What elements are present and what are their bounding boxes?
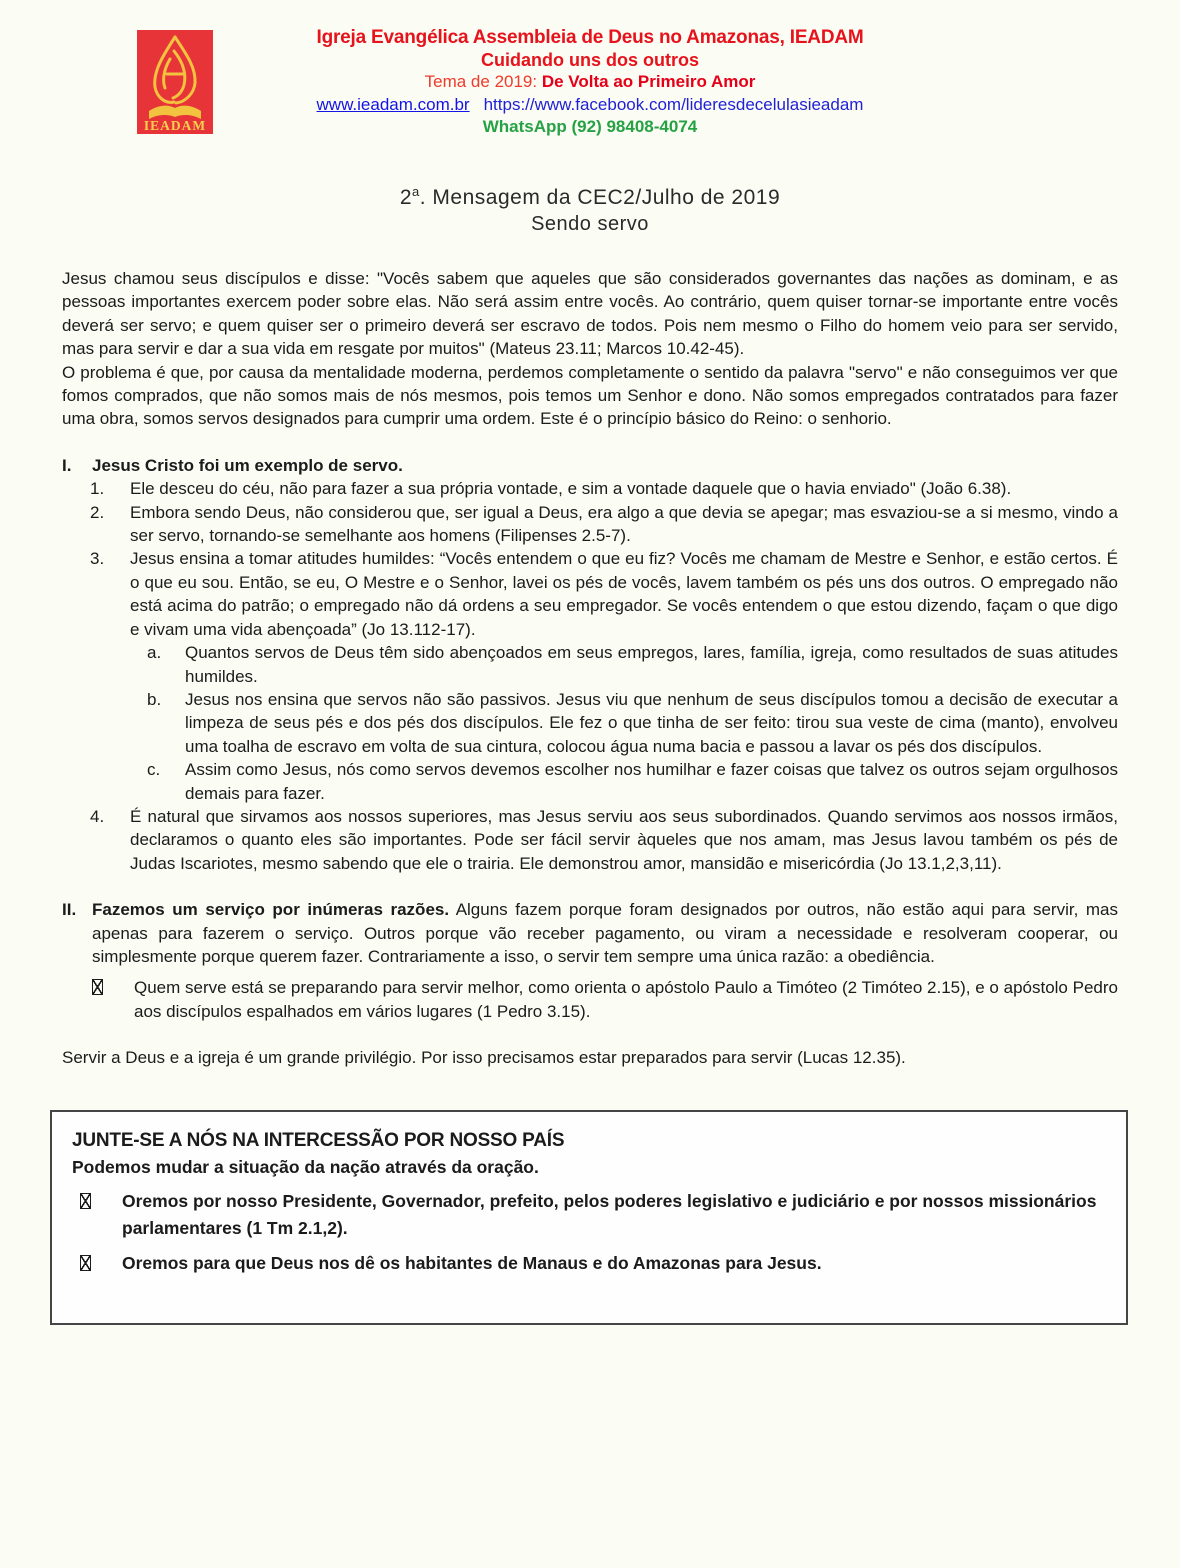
title-line1 [62, 178, 1118, 211]
logo-wordmark: IEADAM [143, 118, 207, 133]
sublist-item-b-letter: b. [147, 689, 162, 709]
intercession-box-title: JUNTE-SE A NÓS NA INTERCESSÃO POR NOSSO PAÍS [72, 1129, 565, 1151]
list-item-3-text: Jesus ensina a tomar atitudes humildes: “Vocês entendem o que eu fiz? Vocês me chamam de Mestre e Senhor, e estão certos. É o que eu sou. Então, se eu, O Mestre e o Senhor, lavei os pés de vocês, lavem também os pés uns dos outros. O empregado não está acima do patrão; o empregado não dá ordens a seu empregador. Se vocês entendem o que estou dizendo, façam o que digo e vivam uma vida abençoada” (Jo 13.112-17). [130, 549, 1118, 639]
title-rest: . Mensagem da CEC2/Julho de 2019 [419, 186, 781, 209]
intercession-box [50, 1110, 1128, 1325]
sublist-item-c-letter: c. [147, 760, 161, 780]
theme-prefix: Tema de 2019: [424, 72, 542, 91]
letterhead [62, 26, 1118, 146]
whatsapp-line: WhatsApp (92) 98408-4074 [482, 117, 698, 136]
section-2-text: Alguns fazem porque foram designados por outros, não estão aqui para servir, mas apenas para fazerem o serviço. Outros porque vão receber pagamento, ou viram a necessidade e resolveram cooperar, ou simplesmente porque querem fazer. Contrariamente a isso, o servir tem sempre uma única razão: a obediência. [92, 900, 1118, 966]
list-item-3-number: 3. [90, 549, 105, 569]
intercession-bullet-1 [60, 1188, 1104, 1242]
sublist-item-b-text: Jesus nos ensina que servos não são passivos. Jesus viu que nenhum de seus discípulos tomou a decisão de executar a limpeza de seus pés e dos pés dos discípulos. Ele fez o que tinha de ser feito: tirou sua veste de cima (manto), envolveu uma toalha de escravo em volta de sua cintura, colocou água numa bacia e passou a lavar os pés dos discípulos. [185, 689, 1118, 756]
title-number: 2 [399, 186, 413, 209]
sublist-item-a-text: Quantos servos de Deus têm sido abençoados em seus empregos, lares, família, igreja, como resultados de suas atitudes humildes. [185, 643, 1118, 686]
document-body [62, 267, 1118, 1325]
list-item-3 [62, 547, 1118, 641]
document-title [62, 178, 1118, 237]
sublist-item-c-text: Assim como Jesus, nós como servos devemos escolher nos humilhar e fazer coisas que talvez os outros sejam orgulhosos demais para fazer. [185, 760, 1118, 803]
list-item-2-number: 2. [90, 502, 105, 522]
section-2-title: Fazemos um serviço por inúmeras razões. [92, 900, 450, 920]
intercession-bullet-2-text: Oremos para que Deus nos dê os habitantes de Manaus e do Amazonas para Jesus. [122, 1252, 822, 1273]
intercession-bullet-2 [60, 1250, 1104, 1277]
theme-line [62, 71, 1118, 93]
checkbox-x-bullet-icon [92, 979, 103, 995]
org-motto: Cuidando uns dos outros [481, 50, 699, 70]
section-1-title: Jesus Cristo foi um exemplo de servo. [92, 455, 403, 475]
intercession-box-subtitle: Podemos mudar a situação da nação através da oração. [72, 1156, 539, 1177]
ieadam-logo-graphic [137, 30, 213, 134]
title-subtitle: Sendo servo [531, 213, 649, 235]
section-2-bullet [62, 976, 1118, 1023]
section-1-heading [62, 454, 1118, 477]
checkbox-x-bullet-icon [80, 1193, 91, 1209]
list-item-1 [62, 477, 1118, 500]
list-item-2 [62, 501, 1118, 548]
closing-paragraph: Servir a Deus e a igreja é um grande privilégio. Por isso precisamos estar preparados para servir (Lucas 12.35). [62, 1048, 906, 1068]
list-item-4 [62, 805, 1118, 875]
intro-paragraph-2: O problema é que, por causa da mentalidade moderna, perdemos completamente o sentido da palavra "servo" e não conseguimos ver que fomos comprados, que não somos mais de nós mesmos, pois temos um Senhor e dono. Não somos empregados contratados para fazer uma obra, somos servos designados para cumprir uma ordem. Este é o princípio básico do Reino: o senhorio. [62, 362, 1118, 429]
sublist-item-a [62, 641, 1118, 688]
intercession-bullet-1-text: Oremos por nosso Presidente, Governador, prefeito, pelos poderes legislativo e judiciário e por nossos missionários parlamentares (1 Tm 2.1,2). [122, 1190, 1097, 1238]
list-item-1-text: Ele desceu do céu, não para fazer a sua própria vontade, e sim a vontade daquele que o havia enviado" (João 6.38). [130, 479, 1012, 499]
org-name: Igreja Evangélica Assembleia de Deus no Amazonas, IEADAM [316, 27, 864, 48]
sublist-item-c [62, 758, 1118, 805]
ieadam-logo [137, 30, 213, 134]
section-1-number: I. [62, 455, 72, 475]
theme-title: De Volta ao Primeiro Amor [541, 72, 756, 91]
title-ordinal: a [412, 184, 420, 199]
list-item-1-number: 1. [90, 479, 105, 499]
facebook-link[interactable]: https://www.facebook.com/lideresdecelulasieadam [483, 95, 864, 114]
links-line [62, 93, 1118, 116]
checkbox-x-bullet-icon [80, 1255, 91, 1271]
list-item-2-text: Embora sendo Deus, não considerou que, ser igual a Deus, era algo a que devia se apegar; mas esvaziou-se a si mesmo, vindo a ser servo, tornando-se semelhante aos homens (Filipenses 2.5-7). [130, 502, 1118, 546]
intro-paragraph-1: Jesus chamou seus discípulos e disse: "Vocês sabem que aqueles que são considerados governantes das nações as dominam, e as pessoas importantes exercem poder sobre elas. Não será assim entre vocês. Ao contrário, quem quiser tornar-se importante entre vocês deverá ser servo; e quem quiser ser o primeiro deverá ser escravo de todos. Pois nem mesmo o Filho do homem veio para ser servido, mas para servir e dar a sua vida em resgate por muitos" (Mateus 23.11; Marcos 10.42-45). [62, 269, 1118, 359]
list-item-4-text: É natural que sirvamos aos nossos superiores, mas Jesus serviu aos seus subordinados. Quando servimos aos nossos irmãos, declaramos o quanto eles são importantes. Pode ser fácil servir àqueles que nos amam, mas Jesus lavou também os pés de Judas Iscariotes, mesmo sabendo que ele o trairia. Ele demonstrou amor, mansidão e misericórdia (Jo 13.1,2,3,11). [130, 806, 1118, 873]
section-2-number: II. [62, 900, 77, 920]
list-item-4-number: 4. [90, 806, 105, 826]
sublist-item-a-letter: a. [147, 643, 162, 663]
sublist-item-b [62, 688, 1118, 758]
section-2-bullet-text: Quem serve está se preparando para servir melhor, como orienta o apóstolo Paulo a Timóteo (2 Timóteo 2.15), e o apóstolo Pedro aos discípulos espalhados em vários lugares (1 Pedro 3.15). [134, 978, 1118, 1021]
section-2-paragraph [62, 898, 1118, 968]
website-link[interactable]: www.ieadam.com.br [316, 95, 470, 114]
